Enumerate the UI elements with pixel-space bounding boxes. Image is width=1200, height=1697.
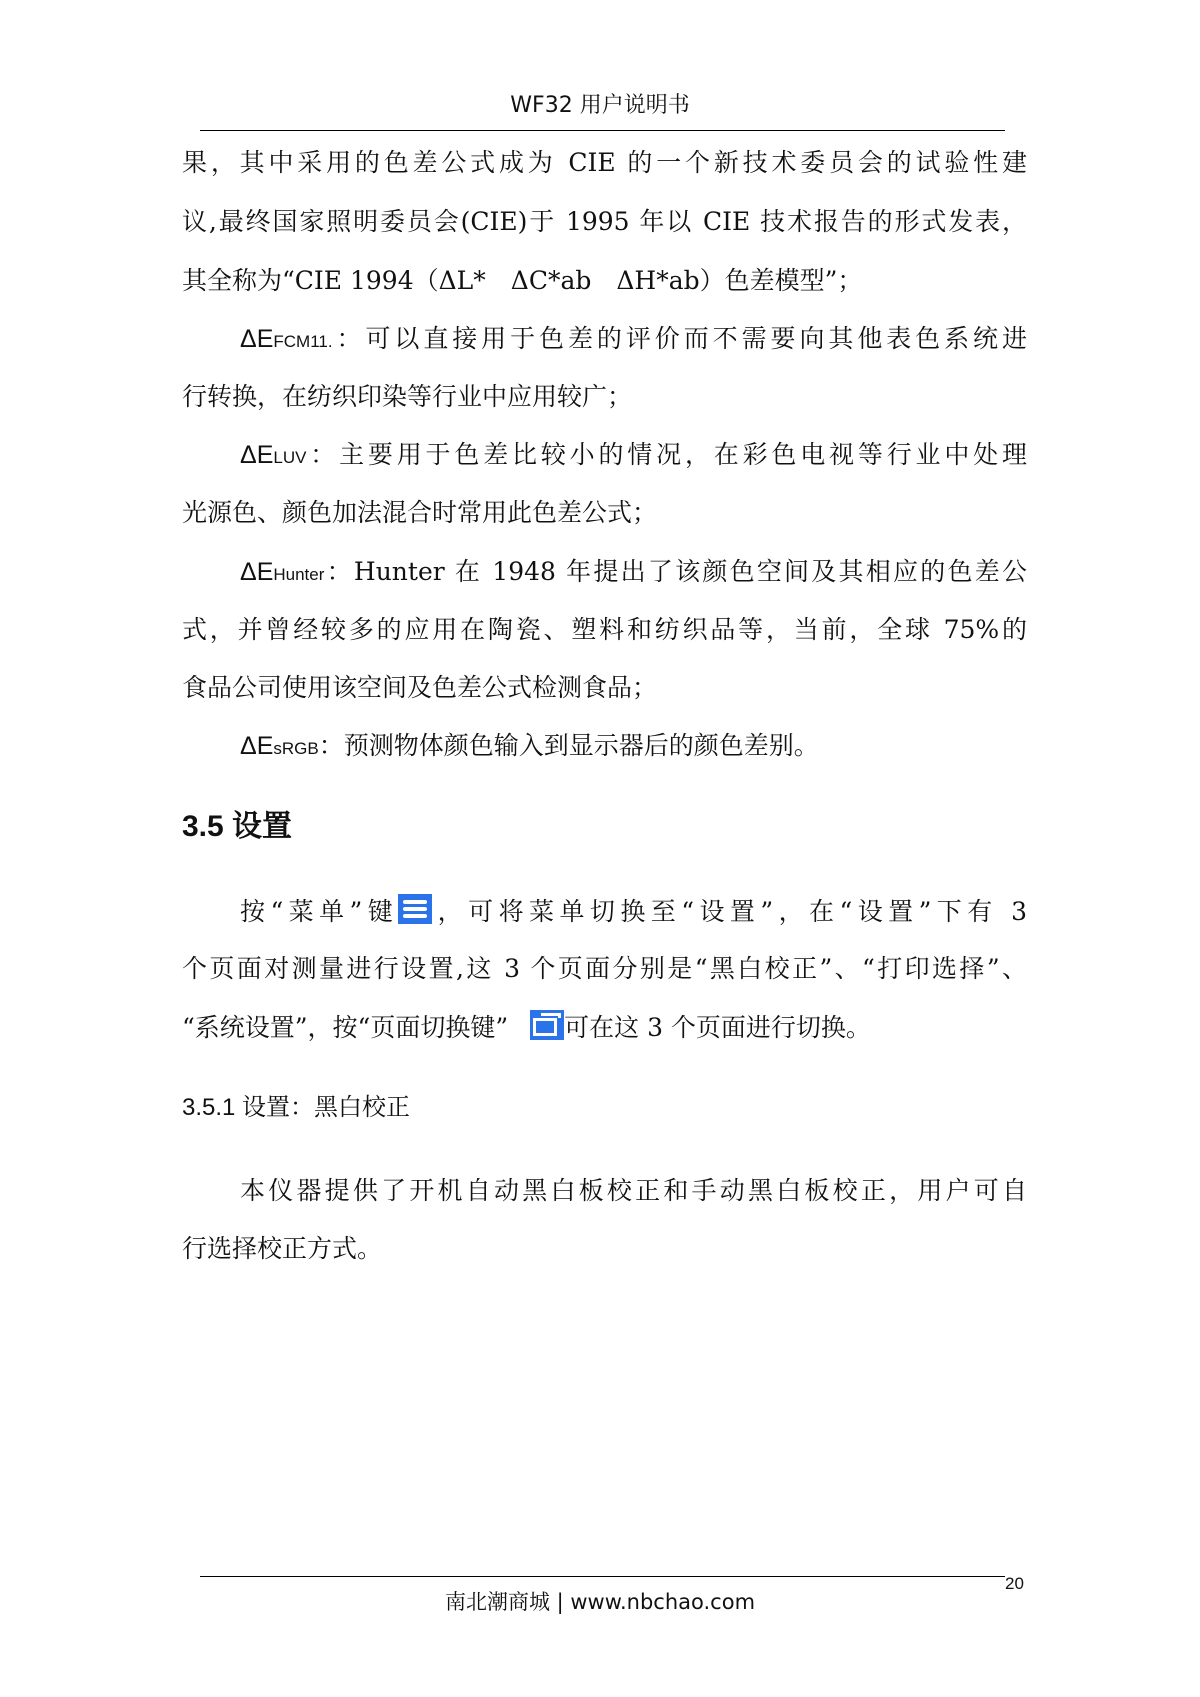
text-line: 按“菜单”键 ，可将菜单切换至“设置”，在“设置”下有 3 — [240, 894, 1027, 929]
text-line: 行转换，在纺织印染等行业中应用较广； — [182, 382, 633, 411]
text-line: 式，并曾经较多的应用在陶瓷、塑料和纺织品等，当前，全球 75%的 — [182, 615, 1027, 644]
page-number: 20 — [1005, 1574, 1024, 1593]
text-line: 食品公司使用该空间及色差公式检测食品； — [182, 673, 658, 702]
text-line: 光源色、颜色加法混合时常用此色差公式； — [182, 498, 658, 527]
text-line: 个页面对测量进行设置,这 3 个页面分别是“黑白校正”、“打印选择”、 — [182, 954, 1027, 983]
text-line: 行选择校正方式。 — [182, 1234, 383, 1263]
section-heading: 3.5 设置 — [182, 810, 293, 843]
text-line: 果，其中采用的色差公式成为 CIE 的一个新技术委员会的试验性建 — [182, 148, 1027, 177]
hunter-line: ΔEHunter：Hunter 在 1948 年提出了该颜色空间及其相应的色差公 — [240, 557, 1027, 586]
fcm-line: ΔEFCM11.：可以直接用于色差的评价而不需要向其他表色系统进 — [240, 324, 1027, 353]
header-rule — [200, 130, 1005, 131]
text-line: 其全称为“CIE 1994（ΔL* ΔC*ab ΔH*ab）色差模型”； — [182, 266, 863, 295]
subsection-heading: 3.5.1 设置：黑白校正 — [182, 1094, 411, 1121]
luv-line: ΔELUV：主要用于色差比较小的情况，在彩色电视等行业中处理 — [240, 440, 1027, 469]
text-line: “系统设置”，按“页面切换键” 可在这 3 个页面进行切换。 — [182, 1010, 1027, 1045]
text-line: 议,最终国家照明委员会(CIE)于 1995 年以 CIE 技术报告的形式发表， — [182, 207, 1027, 236]
menu-key-icon — [398, 894, 432, 924]
footer-rule — [200, 1576, 1005, 1577]
text-line: 本仪器提供了开机自动黑白板校正和手动黑白板校正，用户可自 — [240, 1176, 1027, 1205]
page-header: WF32 用户说明书 — [510, 93, 690, 118]
srgb-line: ΔEsRGB：预测物体颜色输入到显示器后的颜色差别。 — [240, 731, 819, 760]
page-switch-key-icon — [530, 1010, 564, 1040]
footer-site: 南北潮商城 | www.nbchao.com — [444, 1590, 756, 1614]
